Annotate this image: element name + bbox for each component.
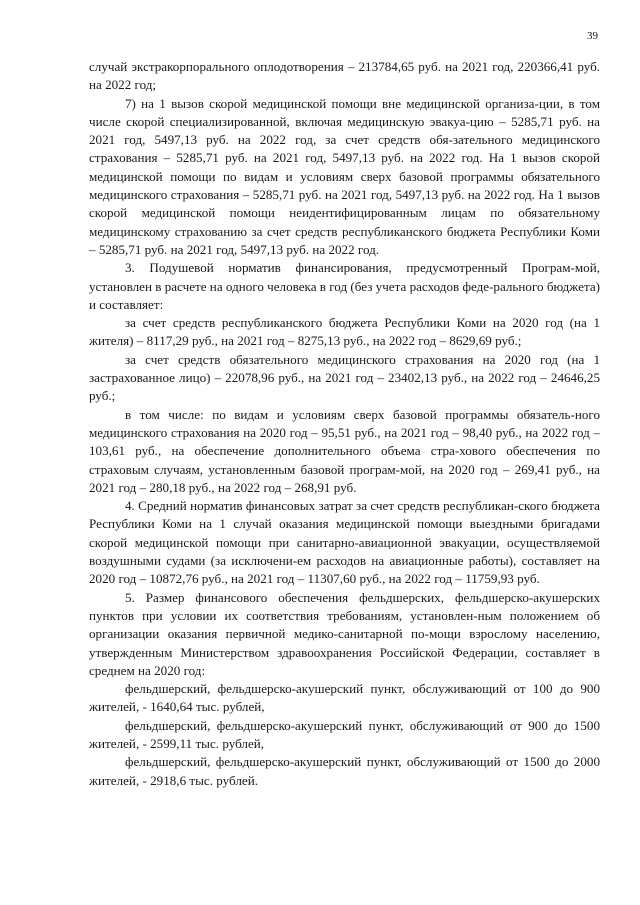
paragraph-6: в том числе: по видам и условиям сверх базовой программы обязатель-ного медицинского страхования на 2020 год – 95,51 руб., на 2021 год – 98,40 руб., на 2022 год – 103,61 руб., на обеспечение дополнительного объема стра-хового обеспечения по страховым случаям, установленным базовой програм-мой, на 2020 год – 269,41 руб., на 2021 год – 280,18 руб., на 2022 год – 268,91 руб. xyxy=(89,406,600,495)
document-body xyxy=(89,58,600,790)
paragraph-1: случай экстракорпорального оплодотворения – 213784,65 руб. на 2021 год, 220366,41 руб. на 2022 год; xyxy=(89,59,600,93)
paragraph-11: фельдшерский, фельдшерско-акушерский пункт, обслуживающий от 1500 до 2000 жителей, - 2918,6 тыс. рублей. xyxy=(89,754,600,788)
paragraph-2: 7) на 1 вызов скорой медицинской помощи вне медицинской организа-ции, в том числе скорой специализированной, включая медицинскую эвакуа-цию – 5285,71 руб. на 2021 год, 5497,13 руб. на 2022 год, за счет средств обя-зательного медицинского страхования – 5285,71 руб. на 2021 год, 5497,13 руб. на 2022 год. На 1 вызов скорой медицинской помощи по видам и условиям сверх базовой программы обязательного медицинского страхования – 5285,71 руб. на 2021 год, 5497,13 руб. на 2022 год. На 1 вызов скорой медицинской помощи неидентифицированным лицам по обязательному медицинскому страхованию за счет средств республиканского бюджета Республики Коми – 5285,71 руб. на 2021 год, 5497,13 руб. на 2022 год. xyxy=(89,95,600,257)
paragraph-10: фельдшерский, фельдшерско-акушерский пункт, обслуживающий от 900 до 1500 жителей, - 2599,11 тыс. рублей, xyxy=(89,717,600,751)
paragraph-9: фельдшерский, фельдшерско-акушерский пункт, обслуживающий от 100 до 900 жителей, - 1640,64 тыс. рублей, xyxy=(89,681,600,715)
paragraph-3: 3. Подушевой норматив финансирования, предусмотренный Програм-мой, установлен в расчете на одного человека в год (без учета расходов феде-рального бюджета) и составляет: xyxy=(89,260,600,312)
paragraph-4: за счет средств республиканского бюджета Республики Коми на 2020 год (на 1 жителя) – 8117,29 руб., на 2021 год – 8275,13 руб., на 2022 год – 8629,69 руб.; xyxy=(89,315,600,349)
paragraph-5: за счет средств обязательного медицинского страхования на 2020 год (на 1 застрахованное лицо) – 22078,96 руб., на 2021 год – 23402,13 руб., на 2022 год – 24646,25 руб.; xyxy=(89,351,600,404)
page-number: 39 xyxy=(587,30,598,42)
paragraph-7: 4. Средний норматив финансовых затрат за счет средств республикан-ского бюджета Республики Коми на 1 случай оказания медицинской помощи выездными бригадами скорой медицинской помощи при санитарно-авиационной эвакуации, осуществляемой воздушными судами (за исключени-ем расходов на авиационные работы), составляет на 2020 год – 10872,76 руб., на 2021 год – 11307,60 руб., на 2022 год – 11759,93 руб. xyxy=(89,498,600,587)
paragraph-8: 5. Размер финансового обеспечения фельдшерских, фельдшерско-акушерских пунктов при условии их соответствия требованиям, установлен-ным положением об организации оказания первичной медико-санитарной по-мощи взрослому населению, утвержденным Министерством здравоохранения Российской Федерации, составляет в среднем на 2020 год: xyxy=(89,589,600,678)
